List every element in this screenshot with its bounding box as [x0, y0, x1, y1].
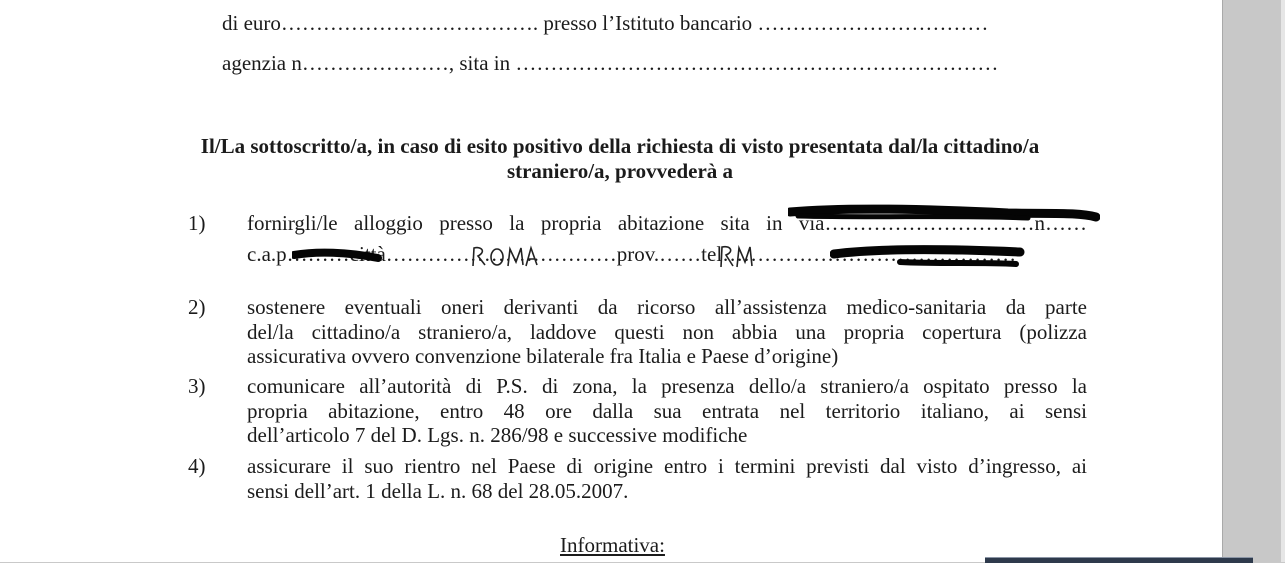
informativa-heading: Informativa:: [560, 533, 665, 557]
item-number-2: 2): [188, 295, 206, 319]
handwritten-city: [470, 244, 540, 275]
item-number-3: 3): [188, 374, 206, 398]
item-2-line: assicurativa ovvero convenzione bilaterale fra Italia e Paese d’origine): [247, 344, 839, 368]
item-4-line: sensi dell’art. 1 della L. n. 68 del 28.05.2007.: [247, 478, 629, 503]
item-3-text: [247, 374, 1087, 448]
section-heading-line-1: Il/La sottoscritto/a, in caso di esito positivo della richiesta di visto presentata dal/la cittadino/a: [200, 134, 1040, 158]
item-2-line: del/la cittadino/a straniero/a, laddove questi non abbia una propria copertura (polizza: [247, 319, 1087, 344]
item-number-4: 4): [188, 454, 206, 478]
item-3-line: propria abitazione, entro 48 ore dalla sua entrata nel territorio italiano, ai sensi: [247, 398, 1087, 423]
section-heading-line-2: straniero/a, provvederà a: [506, 159, 734, 183]
redaction-mark-street: [788, 203, 1100, 225]
redaction-mark-cap: [292, 245, 382, 265]
agency-line: agenzia n…………………, sita in ……………………………………………………………: [222, 51, 999, 75]
item-1-line: fornirgli/le alloggio presso la propria abitazione sita in via…………………………n……: [247, 211, 1087, 235]
item-3-line: comunicare all’autorità di P.S. di zona, la presenza dello/a straniero/a ospitato presso la: [247, 374, 1087, 398]
viewer-scrollbar-area[interactable]: [1223, 0, 1285, 562]
scrollbar-edge: [1281, 0, 1285, 562]
item-number-1: 1): [188, 211, 206, 235]
redaction-mark-phone: [830, 240, 1030, 270]
bank-line: di euro………………………………. presso l’Istituto bancario ……………………………: [222, 11, 989, 35]
item-4-text: [247, 454, 1087, 503]
item-2-text: [247, 295, 1087, 369]
item-1-line: c.a.p………città……………………………prov.……tel……………………………………: [247, 241, 1017, 266]
item-3-line: dell’articolo 7 del D. Lgs. n. 286/98 e successive modifiche: [247, 423, 748, 447]
handwritten-prov: [718, 244, 758, 275]
viewer-toolbar[interactable]: [985, 557, 1253, 563]
item-2-line: sostenere eventuali oneri derivanti da ricorso all’assistenza medico-sanitaria da parte: [247, 295, 1087, 319]
item-4-line: assicurare il suo rientro nel Paese di origine entro i termini previsti dal visto d’ingresso, ai: [247, 454, 1087, 478]
